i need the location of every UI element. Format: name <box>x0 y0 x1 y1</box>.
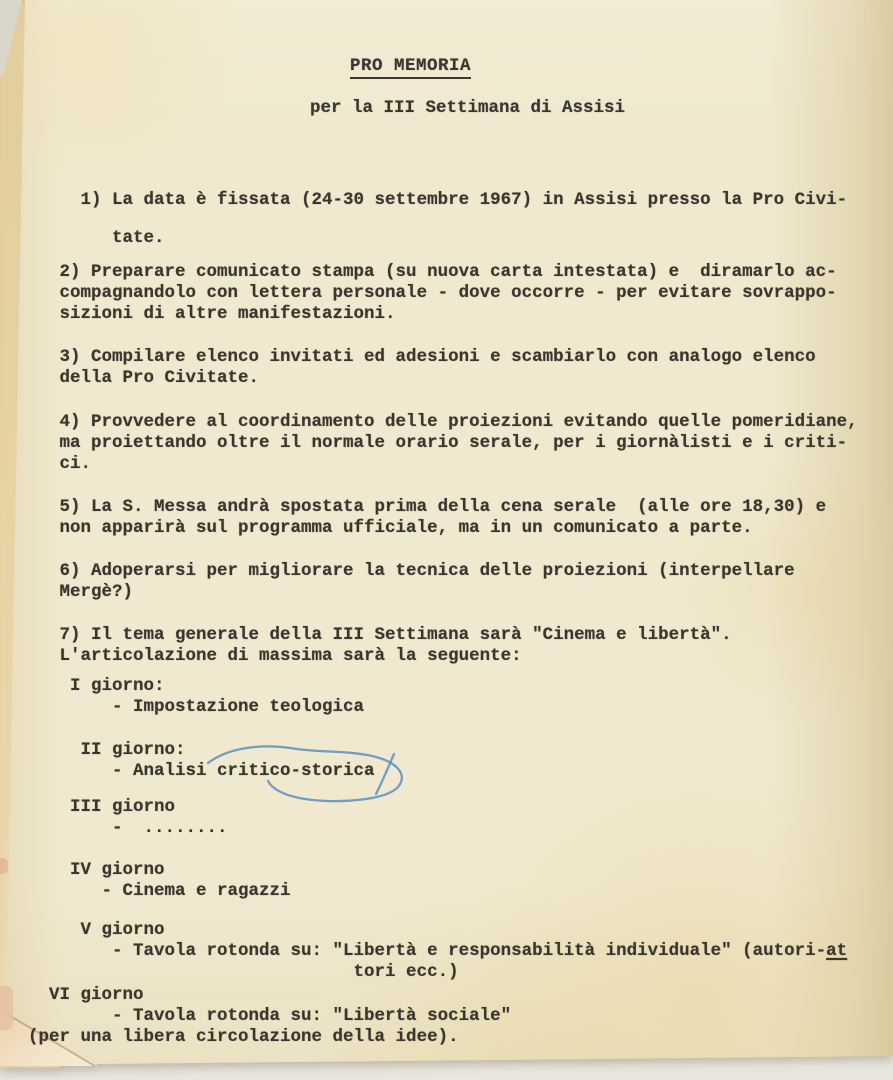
document-line: III giorno <box>28 797 176 817</box>
block-day-2 <box>28 740 893 782</box>
document-line: ma proiettando oltre il normale orario serale, per i giornàlisti e i criti- <box>28 433 848 453</box>
document-title <box>28 56 893 77</box>
document-line: - Impostazione teologica <box>28 697 365 717</box>
document-line: II giorno: <box>28 740 186 760</box>
document-line: tori ecc.) <box>28 962 459 982</box>
document-line: ci. <box>28 454 92 474</box>
document-line: sizioni di altre manifestazioni. <box>28 304 396 324</box>
block-day-4 <box>28 860 893 902</box>
document-line: - ........ <box>28 818 228 838</box>
block-item-1a <box>28 190 893 211</box>
underlined-title-text: PRO MEMORIA <box>350 56 471 79</box>
block-day-5 <box>28 920 893 983</box>
block-day-3 <box>28 797 893 839</box>
block-item-6 <box>28 561 893 603</box>
document-line: V giorno <box>28 920 165 940</box>
document-line: 3) Compilare elenco invitati ed adesioni e scambiarlo con analogo elenco <box>28 347 816 367</box>
block-day-1 <box>28 676 893 718</box>
document-line: 1) La data è fissata (24-30 settembre 1967) in Assisi presso la Pro Civi- <box>28 190 848 210</box>
block-item-4 <box>28 412 893 475</box>
document-line: - Analisi critico-storica <box>28 761 375 781</box>
pen-circle-annotation <box>180 730 430 822</box>
document-line: 4) Provvedere al coordinamento delle proiezioni evitando quelle pomeridiane, <box>28 412 858 432</box>
edge-smudge <box>0 986 13 1030</box>
block-item-7 <box>28 625 893 667</box>
block-item-2 <box>28 262 893 325</box>
document-line: 5) La S. Messa andrà spostata prima della cena serale (alle ore 18,30) e <box>28 497 827 517</box>
document-line: compagnandolo con lettera personale - dove occorre - per evitare sovrappo- <box>28 283 837 303</box>
document-line: (per una libera circolazione della idee). <box>28 1027 459 1047</box>
edge-smudge <box>0 858 8 874</box>
pen-loop <box>208 746 402 801</box>
document-line: IV giorno <box>28 860 165 880</box>
document-line: 2) Preparare comunicato stampa (su nuova carta intestata) e diramarlo ac- <box>28 262 837 282</box>
block-item-5 <box>28 497 893 539</box>
document-text <box>28 0 893 1048</box>
document-body <box>28 190 893 1048</box>
document-line: 7) Il tema generale della III Settimana sarà "Cinema e libertà". <box>28 625 732 645</box>
document-line: I giorno: <box>28 676 165 696</box>
document-line: 6) Adoperarsi per migliorare la tecnica delle proiezioni (interpellare <box>28 561 795 581</box>
document-line: VI giorno <box>28 985 144 1005</box>
underlined-text: at <box>826 941 848 961</box>
block-item-1b <box>28 228 893 249</box>
line-text: - Tavola rotonda su: "Libertà e responsabilità individuale" (autori- <box>28 941 827 961</box>
document-line: L'articolazione di massima sarà la seguente: <box>28 646 522 666</box>
block-day-6 <box>28 985 893 1048</box>
document-line <box>28 941 893 962</box>
document-subtitle: per la III Settimana di Assisi <box>310 98 626 118</box>
document-line: Mergè?) <box>28 582 134 602</box>
document-line: non apparirà sul programma ufficiale, ma in un comunicato a parte. <box>28 518 753 538</box>
document-line: della Pro Civitate. <box>28 368 260 388</box>
document-line: - Tavola rotonda su: "Libertà sociale" <box>28 1006 512 1026</box>
document-line: - Cinema e ragazzi <box>28 881 291 901</box>
document-line: tate. <box>28 228 165 248</box>
block-item-3 <box>28 347 893 389</box>
